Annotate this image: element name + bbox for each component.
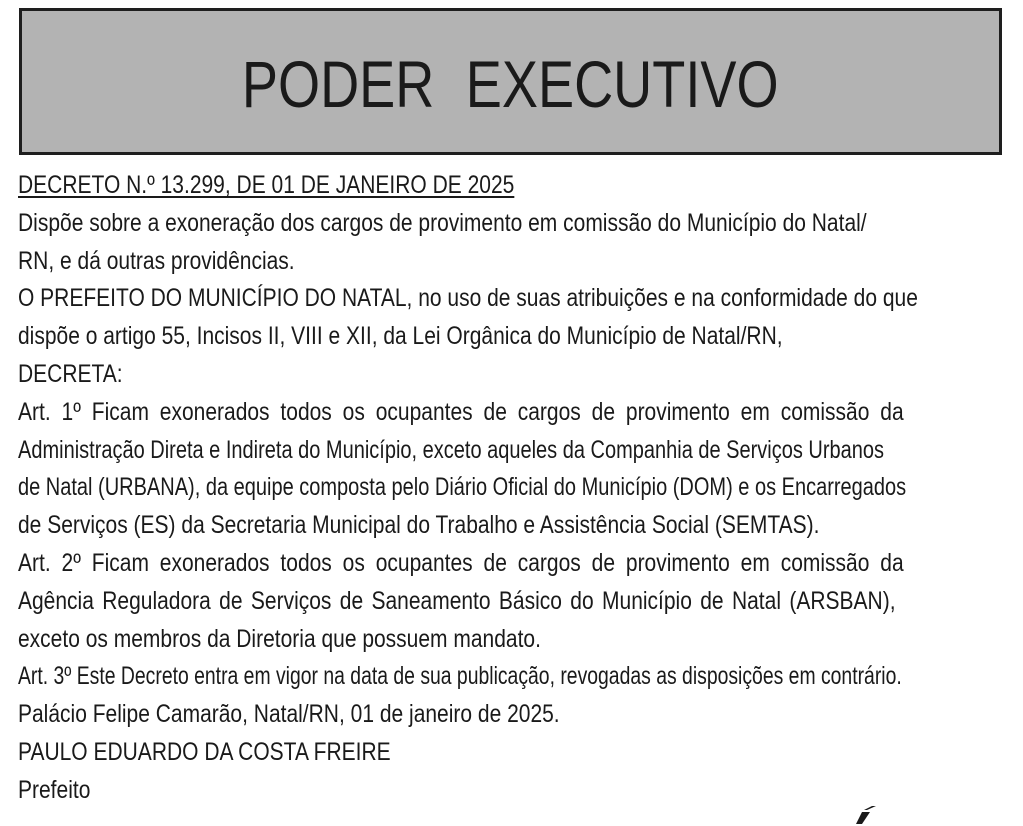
signatory-name: PAULO EDUARDO DA COSTA FREIRE	[18, 737, 391, 766]
signatory-role: Prefeito	[18, 775, 91, 804]
art2-line-3: exceto os membros da Diretoria que possuem mandato.	[18, 624, 541, 653]
decree-document	[18, 167, 1002, 810]
section-header	[19, 8, 1002, 155]
section-title: PODER EXECUTIVO	[242, 46, 779, 121]
art2-line-2: Agência Reguladora de Serviços de Saneamento Básico do Município de Natal (ARSBAN),	[18, 586, 896, 615]
cropped-glyph-fragment	[852, 806, 882, 826]
art1-line-4: de Serviços (ES) da Secretaria Municipal do Trabalho e Assistência Social (SEMTAS).	[18, 511, 820, 540]
art3-line: Art. 3º Este Decreto entra em vigor na data de sua publicação, revogadas as disposições em contrário.	[18, 662, 902, 691]
art1-line-1: Art. 1º Ficam exonerados todos os ocupantes de cargos de provimento em comissão da	[18, 397, 904, 426]
preamble-line-2: dispõe o artigo 55, Incisos II, VIII e XII, da Lei Orgânica do Município de Natal/RN,	[18, 322, 783, 351]
art2-line-1: Art. 2º Ficam exonerados todos os ocupantes de cargos de provimento em comissão da	[18, 548, 904, 577]
preamble-line-1: O PREFEITO DO MUNICÍPIO DO NATAL, no uso de suas atribuições e na conformidade do que	[18, 284, 918, 313]
decree-title: DECRETO N.º 13.299, DE 01 DE JANEIRO DE 2025	[18, 171, 515, 199]
ementa-line-2: RN, e dá outras providências.	[18, 246, 295, 275]
decreta-label: DECRETA:	[18, 359, 123, 388]
place-date: Palácio Felipe Camarão, Natal/RN, 01 de janeiro de 2025.	[18, 700, 560, 729]
art1-line-3: de Natal (URBANA), da equipe composta pelo Diário Oficial do Município (DOM) e os Encarregados	[18, 473, 907, 502]
ementa-line-1: Dispõe sobre a exoneração dos cargos de provimento em comissão do Município do Natal/	[18, 208, 867, 237]
art1-line-2: Administração Direta e Indireta do Município, exceto aqueles da Companhia de Serviços Urbanos	[18, 435, 885, 464]
